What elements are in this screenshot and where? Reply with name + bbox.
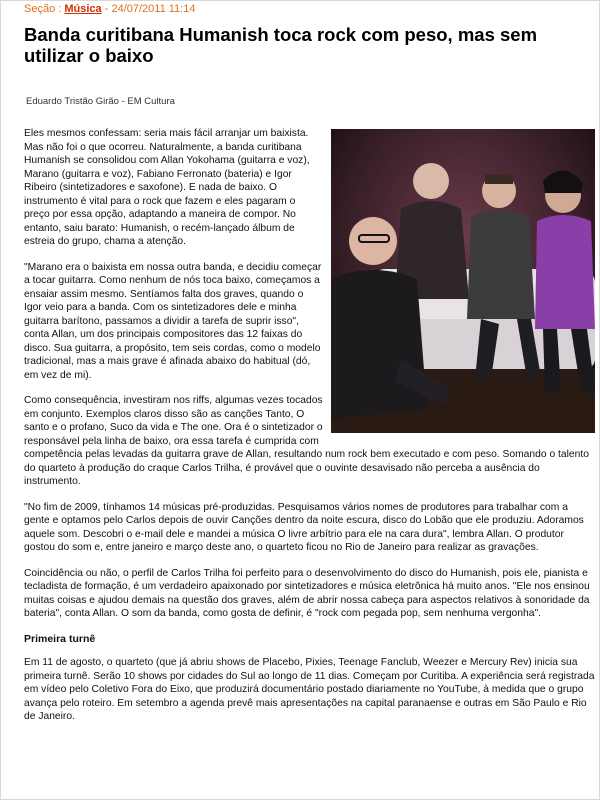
paragraph-1: Eles mesmos confessam: seria mais fácil arranjar um baixista. Mas não foi o que ocorreu. Naturalmente, a banda curitibana Humanish se consolidou com Allan Yokohama (guitarra e voz), Marano (guitarra e voz), Fabiano Ferronato (bateria) e Igor Ribeiro (sintetizadores e saxofone). E nada de baixo. O instrumento é vital para o rock que fazem e eles pagaram o preço por essa opção, adaptando a maneira de compor. No entanto, saiu barato: Humanish, o recém-lançado álbum de estreia do grupo, chama a atenção. <box>24 128 310 247</box>
headline: Banda curitibana Humanish toca rock com peso, mas sem utilizar o baixo <box>24 24 538 66</box>
section-label: Seção : <box>24 3 62 15</box>
section-link-musica[interactable]: Música <box>64 3 102 15</box>
byline: Eduardo Tristão Girão - EM Cultura <box>26 96 175 107</box>
paragraph-5: Coincidência ou não, o perfil de Carlos Trilha foi perfeito para o desenvolvimento do disco do Humanish, pois ele, pianista e tecladista de formação, é um verdadeiro apaixonado por sintetizadores e música eletrônica há muito anos. "Ele nos ensinou muitas coisas e ajudou demais na questão dos graves, além de abrir nossa cabeça para aspectos relativos à sonoridade da bateria", conta Allan. O som da banda, como gosta de definir, é "rock com pegada pop, sem nenhuma vergonha". <box>24 567 590 619</box>
publish-date: - 24/07/2011 11:14 <box>104 3 196 15</box>
section-line <box>24 3 195 15</box>
paragraph-3: Como consequência, investiram nos riffs, algumas vezes tocados em conjunto. Exemplos claros disso são as canções Tanto, O santo e o profano, Suco da vida e The one. Ora é o sintetizador o responsável pela linha de baixo, ora essa tarefa é cumprida com competência pelas levadas da guitarra grave de Allan, resultando num rock bem executado e com peso. Somando o talento do quarteto à produção do craque Carlos Trilha, é provável que o ouvinte desavisado não perceba a ausência do instrumento. <box>24 395 589 487</box>
paragraph-6: Em 11 de agosto, o quarteto (que já abriu shows de Placebo, Pixies, Teenage Fanclub, Weezer e Mercury Rev) inicia sua primeira turnê. Serão 10 shows por cidades do Sul ao longo de 11 dias. Começam por Curitiba. A experiência será registrada em vídeo pelo Coletivo Fora do Eixo, que produzirá documentário postado diariamente no YouTube, à medida que o grupo avança pelo roteiro. Em setembro a agenda prevê mais apresentações na capital paranaense e outras em São Paulo e Rio de Janeiro. <box>24 657 595 722</box>
article-body <box>24 127 595 736</box>
band-photo <box>331 129 595 433</box>
band-photo-icon <box>331 129 595 433</box>
paragraph-2: "Marano era o baixista em nossa outra banda, e decidiu começar a tocar guitarra. Como nenhum de nós toca baixo, começamos a ensaiar assim mesmo. Sentíamos falta dos graves, quando o Igor veio para a banda. Com os sintetizadores dele e minha guitarra barítono, passamos a dividir a tarefa de suprir isso", conta Allan, um dos principais compositores das 12 faixas do disco. Sua guitarra, a propósito, tem seis cordas, como o modelo tradicional, mas a mais grave é afinada abaixo do habitual (dó, em vez de mi). <box>24 261 322 381</box>
subheading-primeira-turne: Primeira turnê <box>24 632 96 645</box>
paragraph-4: "No fim de 2009, tínhamos 14 músicas pré-produzidas. Pesquisamos vários nomes de produtores para trabalhar com a gente e optamos pelo Carlos depois de ouvir Canções dentro da noite escura, disco do Lobão que ele produziu. Adoramos aquele som. Descobri o e-mail dele e mandei a música O livre arbítrio para ele na cara dura", lembra Allan. O produtor gostou do som e, entre janeiro e março deste ano, o quarteto ficou no Rio de Janeiro para realizar as gravações. <box>24 501 584 553</box>
